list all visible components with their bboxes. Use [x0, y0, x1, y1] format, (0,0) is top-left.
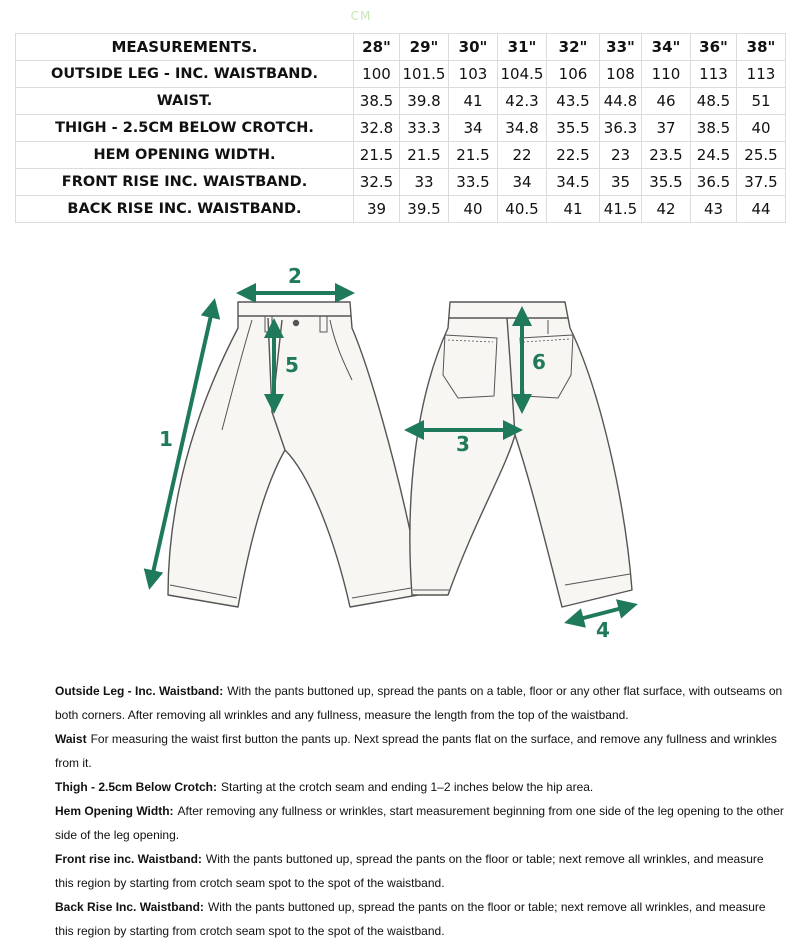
row-label: THIGH - 2.5CM BELOW CROTCH. — [16, 115, 354, 142]
table-cell: 39.5 — [400, 196, 449, 223]
header-size-36: 36" — [691, 34, 737, 61]
note-thigh — [55, 775, 785, 799]
table-cell: 35.5 — [547, 115, 600, 142]
table-cell: 23.5 — [642, 142, 691, 169]
header-size-29: 29" — [400, 34, 449, 61]
label-thigh: 3 — [456, 432, 470, 456]
note-text: Starting at the crotch seam and ending 1–2 inches below the hip area. — [221, 780, 594, 794]
table-cell: 25.5 — [737, 142, 786, 169]
table-row — [16, 142, 786, 169]
table-cell: 34 — [498, 169, 547, 196]
table-cell: 43 — [691, 196, 737, 223]
pants-illustration — [0, 240, 800, 660]
table-cell: 21.5 — [354, 142, 400, 169]
note-title: Front rise inc. Waistband: — [55, 852, 202, 866]
note-waist — [55, 727, 785, 775]
table-cell: 51 — [737, 88, 786, 115]
table-cell: 41 — [449, 88, 498, 115]
header-measurements: MEASUREMENTS. — [16, 34, 354, 61]
table-cell: 103 — [449, 61, 498, 88]
table-cell: 100 — [354, 61, 400, 88]
table-cell: 101.5 — [400, 61, 449, 88]
table-cell: 32.5 — [354, 169, 400, 196]
table-cell: 35 — [600, 169, 642, 196]
note-text: With the pants buttoned up, spread the pants on the floor or table; next remove all wrinkles, and measure this region by starting from crotch seam spot to the spot of the waistband. — [55, 852, 764, 890]
note-text: For measuring the waist first button the pants up. Next spread the pants flat on the surface, and remove any fullness and wrinkles from it. — [55, 732, 777, 770]
table-cell: 21.5 — [400, 142, 449, 169]
table-cell: 41 — [547, 196, 600, 223]
table-cell: 41.5 — [600, 196, 642, 223]
note-outside-leg — [55, 679, 785, 727]
note-title: Waist — [55, 732, 87, 746]
note-text: With the pants buttoned up, spread the pants on the floor or table; next remove all wrinkles, and measure this region by starting from crotch seam spot to the spot of the waistband. — [55, 900, 766, 938]
label-waist: 2 — [288, 264, 302, 288]
table-cell: 40 — [449, 196, 498, 223]
header-size-32: 32" — [547, 34, 600, 61]
measurement-instructions — [55, 679, 785, 943]
table-cell: 48.5 — [691, 88, 737, 115]
row-label: WAIST. — [16, 88, 354, 115]
table-cell: 110 — [642, 61, 691, 88]
unit-toggle-cm[interactable]: CM — [350, 9, 372, 23]
header-size-28: 28" — [354, 34, 400, 61]
table-cell: 23 — [600, 142, 642, 169]
table-cell: 40 — [737, 115, 786, 142]
table-cell: 46 — [642, 88, 691, 115]
table-row — [16, 61, 786, 88]
table-cell: 36.5 — [691, 169, 737, 196]
note-title: Back Rise Inc. Waistband: — [55, 900, 204, 914]
table-row — [16, 115, 786, 142]
table-cell: 38.5 — [354, 88, 400, 115]
table-cell: 42 — [642, 196, 691, 223]
note-front-rise — [55, 847, 785, 895]
table-cell: 21.5 — [449, 142, 498, 169]
header-size-38: 38" — [737, 34, 786, 61]
table-cell: 34.5 — [547, 169, 600, 196]
table-cell: 44 — [737, 196, 786, 223]
note-back-rise — [55, 895, 785, 943]
note-hem-opening — [55, 799, 785, 847]
table-cell: 34.8 — [498, 115, 547, 142]
table-row — [16, 196, 786, 223]
table-cell: 32.8 — [354, 115, 400, 142]
note-title: Outside Leg - Inc. Waistband: — [55, 684, 224, 698]
table-cell: 35.5 — [642, 169, 691, 196]
header-size-34: 34" — [642, 34, 691, 61]
table-cell: 43.5 — [547, 88, 600, 115]
table-row — [16, 169, 786, 196]
row-label: OUTSIDE LEG - INC. WAISTBAND. — [16, 61, 354, 88]
table-row — [16, 88, 786, 115]
table-cell: 38.5 — [691, 115, 737, 142]
row-label: BACK RISE INC. WAISTBAND. — [16, 196, 354, 223]
header-size-33: 33" — [600, 34, 642, 61]
table-cell: 33.3 — [400, 115, 449, 142]
table-cell: 39.8 — [400, 88, 449, 115]
table-header-row — [16, 34, 786, 61]
row-label: FRONT RISE INC. WAISTBAND. — [16, 169, 354, 196]
table-cell: 39 — [354, 196, 400, 223]
note-text: With the pants buttoned up, spread the pants on a table, floor or any other flat surface, with outseams on both corners. After removing all wrinkles and any fullness, measure the length from the top of the waistband. — [55, 684, 783, 722]
table-cell: 37 — [642, 115, 691, 142]
table-cell: 22.5 — [547, 142, 600, 169]
table-cell: 106 — [547, 61, 600, 88]
table-cell: 33 — [400, 169, 449, 196]
pants-measurement-diagram — [0, 240, 800, 660]
note-title: Thigh - 2.5cm Below Crotch: — [55, 780, 218, 794]
table-cell: 24.5 — [691, 142, 737, 169]
label-outside-leg: 1 — [159, 427, 173, 451]
table-cell: 108 — [600, 61, 642, 88]
header-size-30: 30" — [449, 34, 498, 61]
table-cell: 40.5 — [498, 196, 547, 223]
row-label: HEM OPENING WIDTH. — [16, 142, 354, 169]
header-size-31: 31" — [498, 34, 547, 61]
note-text: After removing any fullness or wrinkles, start measurement beginning from one side of the leg opening to the other side of the leg opening. — [55, 804, 784, 842]
table-cell: 33.5 — [449, 169, 498, 196]
label-front-rise: 5 — [285, 353, 299, 377]
table-cell: 113 — [691, 61, 737, 88]
table-cell: 22 — [498, 142, 547, 169]
table-cell: 34 — [449, 115, 498, 142]
size-chart-table — [15, 33, 786, 223]
table-cell: 44.8 — [600, 88, 642, 115]
note-title: Hem Opening Width: — [55, 804, 174, 818]
table-cell: 113 — [737, 61, 786, 88]
table-cell: 42.3 — [498, 88, 547, 115]
table-cell: 37.5 — [737, 169, 786, 196]
table-cell: 104.5 — [498, 61, 547, 88]
label-back-rise: 6 — [532, 350, 546, 374]
label-hem: 4 — [596, 618, 610, 642]
table-cell: 36.3 — [600, 115, 642, 142]
